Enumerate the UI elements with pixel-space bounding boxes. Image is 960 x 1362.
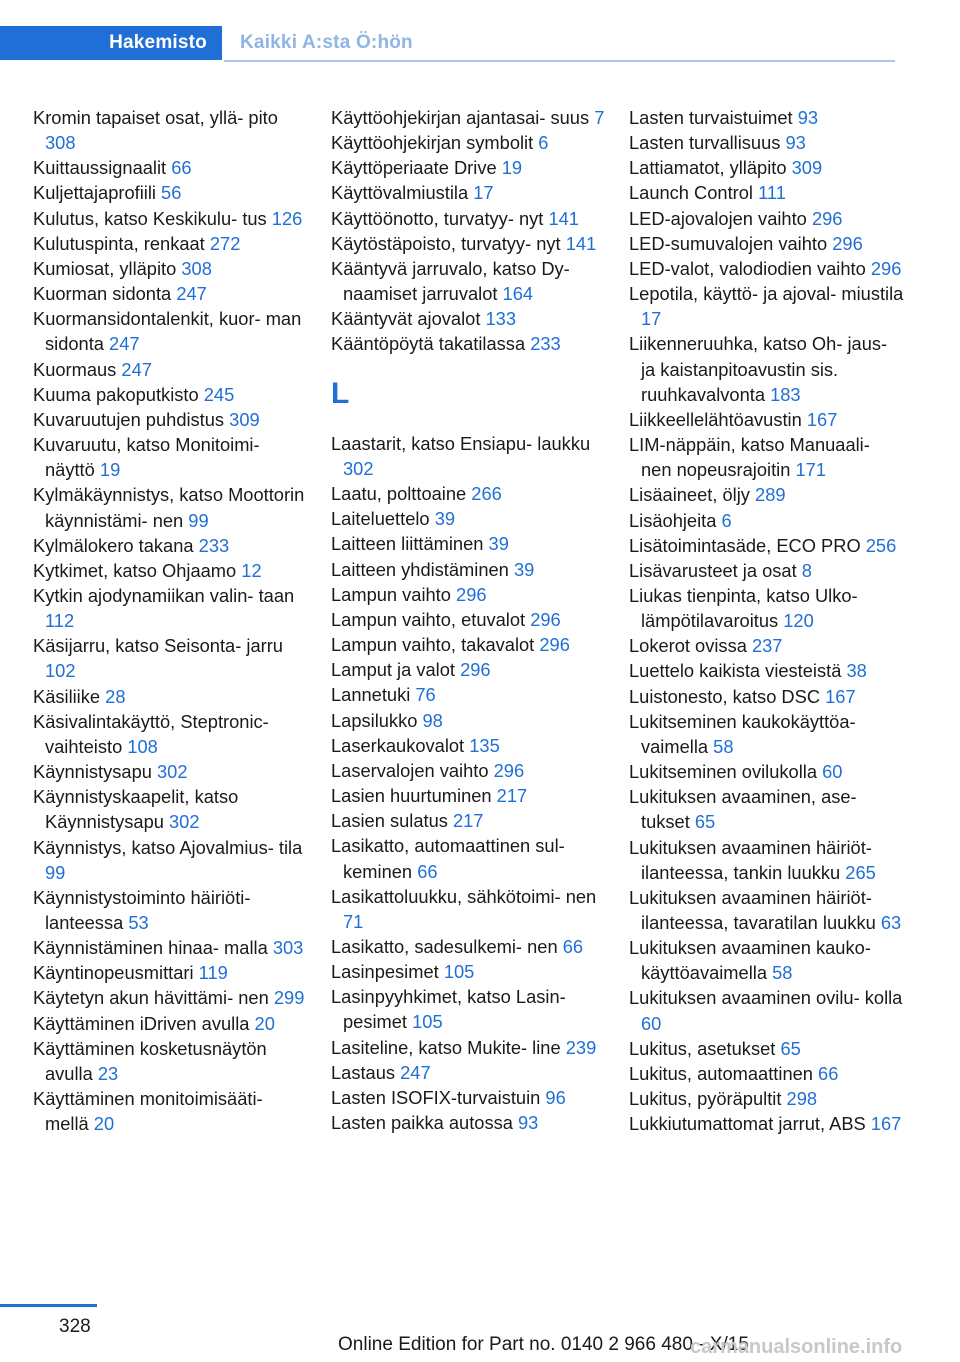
index-entry-text: Kuorman sidonta [33,283,172,305]
tab-index[interactable]: Hakemisto [0,26,222,60]
index-entry [331,833,606,883]
index-entry-text: LED-ajovalojen vaihto [629,207,807,229]
index-entry [33,533,308,558]
index-entry [629,684,904,709]
index-entry-text: Käyttöohjekirjan symbolit [331,132,534,154]
index-entry [629,558,904,583]
index-entry-text: Lasinpesimet [331,961,439,983]
page-reference-link[interactable]: 141 [548,207,579,229]
page-reference-link[interactable]: 105 [412,1011,443,1033]
index-entry [33,407,308,432]
index-entry-text: Lasiteline, katso Mukite- line [331,1036,561,1058]
index-entry-text: Kääntyvä jarruvalo, katso Dy- naamiset jarruvalot [331,257,570,305]
page-reference-link[interactable]: 38 [846,660,867,682]
index-entry [33,1011,308,1036]
index-entry [331,783,606,808]
index-entry-text: Lasikatto, sadesulkemi- nen [331,935,558,957]
page-reference-link[interactable]: 19 [501,157,523,179]
index-entry-text: Käsivalintakäyttö, Steptronic- vaihteisto [33,710,269,757]
page-reference-link[interactable]: 66 [562,935,584,957]
page-reference-link[interactable]: 298 [786,1088,818,1110]
index-entry [331,180,606,205]
index-entry-text: Käyttöönotto, turvatyy- nyt [331,207,544,229]
page-reference-link[interactable]: 65 [694,811,716,833]
index-column-1 [33,105,308,1136]
page-reference-link[interactable]: 247 [400,1061,431,1083]
index-entry-text: Kulutuspinta, renkaat [33,232,205,254]
index-entry-text: Käytetyn akun hävittämi- nen [33,987,269,1009]
index-entry [331,1035,606,1060]
index-entry-text: Laitteen liittäminen [331,533,484,555]
index-entry [629,1036,904,1061]
index-entry [33,382,308,407]
page-reference-link[interactable]: 12 [241,559,262,581]
page-reference-link[interactable]: 39 [434,508,456,530]
index-entry-text: Käynnistyskaapelit, katso Käynnistysapu [33,786,239,833]
index-entry-text: Lasten turvallisuus [629,132,781,154]
page-reference-link[interactable]: 302 [343,458,374,480]
index-entry [629,1086,904,1111]
index-entry-text: Kuuma pakoputkisto [33,383,199,405]
index-entry [629,885,904,935]
index-entry [331,959,606,984]
index-entry-text: Käynnistysapu [33,761,152,783]
index-entry [33,1036,308,1086]
footer-accent-line [0,1304,97,1307]
page-reference-link[interactable]: 108 [127,735,158,757]
index-entry [629,231,904,256]
index-entry-text: Liukas tienpinta, katso Ulko- lämpötilavaroitus [629,584,858,632]
index-entry [629,1061,904,1086]
index-entry [629,432,904,482]
index-entry-text: Lampun vaihto, etuvalot [331,608,526,630]
index-entry-text: Kääntyvät ajovalot [331,308,481,330]
index-entry [33,558,308,583]
index-entry [331,155,606,180]
index-entry [331,1085,606,1110]
index-entry [33,256,308,281]
index-entry [331,984,606,1034]
page-reference-link[interactable]: 133 [485,308,517,330]
index-entry [629,180,904,205]
index-entry-text: Kylmälokero takana [33,534,194,556]
index-entry [33,985,308,1010]
index-entry-text: Laservalojen vaihto [331,759,489,781]
page-reference-link[interactable]: 296 [811,207,843,229]
page-reference-link[interactable]: 53 [128,912,149,933]
index-entry [331,531,606,556]
index-entry [331,884,606,934]
index-entry-text: Lisäohjeita [629,509,717,531]
index-entry [629,155,904,180]
page-reference-link[interactable]: 299 [273,987,305,1009]
index-entry-text: Lepotila, käyttö- ja ajoval- miustila [629,283,904,305]
page-reference-link[interactable]: 58 [713,735,734,757]
index-entry-text: Luistonesto, katso DSC [629,685,821,707]
index-entry [331,934,606,959]
page-reference-link[interactable]: 296 [530,608,561,630]
index-entry-text: Lukituksen avaaminen ovilu- kolla [629,987,903,1009]
page-reference-link[interactable]: 39 [513,558,535,580]
index-entry-text: Lukituksen avaaminen häiriöt- ilanteessa, tavaratilan luukku [629,886,876,933]
page-reference-link[interactable]: 167 [870,1113,902,1135]
index-entry [33,206,308,231]
page-reference-link[interactable]: 302 [169,811,200,833]
index-entry [331,481,606,506]
index-entry [33,482,308,532]
index-entry-text: Kytkimet, katso Ohjaamo [33,559,237,581]
index-entry-text: Lasten turvaistuimet [629,107,793,128]
index-entry-text: Launch Control [629,182,753,204]
header-tabs [0,26,895,62]
index-entry-text: Lampun vaihto [331,583,451,605]
index-entry [629,658,904,683]
index-entry-text: Käyttöohjekirjan ajantasai- suus [331,107,590,128]
page-reference-link[interactable]: 119 [198,962,228,984]
index-entry-text: Lisäaineet, öljy [629,484,750,506]
index-entry-text: LIM-näppäin, katso Manuaali- nen nopeusrajoitin [629,434,870,481]
index-entry-text: Lasten paikka autossa [331,1112,513,1134]
index-entry [331,231,606,256]
page-reference-link[interactable]: 23 [97,1062,119,1084]
index-entry [33,709,308,759]
index-entry [629,1111,904,1136]
page-reference-link[interactable]: 20 [254,1012,275,1034]
index-entry [331,557,606,582]
page-reference-link[interactable]: 93 [785,132,806,154]
page-reference-link[interactable]: 272 [209,232,241,254]
page-reference-link[interactable]: 164 [502,283,534,305]
page-reference-link[interactable]: 6 [538,132,549,154]
page-reference-link[interactable]: 65 [780,1037,801,1059]
index-entry [629,130,904,155]
page-reference-link[interactable]: 167 [806,408,838,430]
index-entry-text: Lisävarusteet ja osat [629,559,797,581]
index-entry-text: Liikkeellelähtöavustin [629,408,802,430]
index-entry [33,432,308,482]
index-entry [331,1110,606,1135]
index-column-2 [331,105,606,1135]
index-entry [33,583,308,633]
index-entry [629,784,904,834]
page-reference-link[interactable]: 99 [45,861,66,883]
index-entry [331,733,606,758]
tab-underline [224,60,895,62]
index-entry [629,633,904,658]
index-entry [33,231,308,256]
index-entry [629,256,904,281]
index-entry-text: Käytöstäpoisto, turvatyy- nyt [331,232,561,254]
page-reference-link[interactable]: 167 [825,685,856,707]
index-entry [629,583,904,633]
page-reference-link[interactable]: 245 [203,383,235,405]
index-entry [331,306,606,331]
index-entry-text: Kytkin ajodynamiikan valin- taan [33,584,295,606]
index-entry-text: Laserkaukovalot [331,734,465,756]
page-reference-link[interactable]: 102 [45,660,76,682]
index-entry [33,835,308,885]
section-letter: L [331,376,350,410]
index-entry [629,206,904,231]
page-reference-link[interactable]: 266 [471,483,502,505]
index-entry [629,331,904,406]
index-entry-text: Lasten ISOFIX-turvaistuin [331,1086,541,1108]
index-entry [33,281,308,306]
index-entry [33,155,308,180]
page-reference-link[interactable]: 309 [229,408,260,430]
index-entry-text: Kumiosat, ylläpito [33,257,177,279]
page-reference-link[interactable]: 93 [518,1112,539,1134]
page-reference-link[interactable]: 66 [171,157,192,179]
index-entry [33,357,308,382]
index-entry-text: Lukitseminen kaukokäyttöa- vaimella [629,710,856,757]
index-entry [331,206,606,231]
page-reference-link[interactable]: 289 [755,484,786,506]
page-reference-link[interactable]: 296 [539,634,570,656]
page-reference-link[interactable]: 66 [417,860,438,882]
page-reference-link[interactable]: 247 [121,358,152,380]
index-entry-text: Lasinpyyhkimet, katso Lasin- pesimet [331,986,566,1033]
page-reference-link[interactable]: 6 [721,509,732,531]
index-entry-text: Kuittaussignaalit [33,157,167,179]
index-entry-text: Lokerot ovissa [629,635,747,657]
index-entry-text: Käsiliike [33,685,101,707]
page-reference-link[interactable]: 19 [99,459,121,481]
index-entry-text: Lukituksen avaaminen häiriöt- ilanteessa, tankin luukku [629,836,872,883]
index-entry-text: Käynnistystoiminto häiriöti- lanteessa [33,886,251,933]
index-entry-text: Lamput ja valot [331,659,455,681]
index-entry [629,835,904,885]
index-entry [33,306,308,356]
page-reference-link[interactable]: 76 [415,684,436,706]
index-entry [33,105,308,155]
page-reference-link[interactable]: 296 [460,659,491,681]
index-entry-text: Kääntöpöytä takatilassa [331,333,526,355]
index-entry-text: Lastaus [331,1061,396,1083]
index-entry-text: Kuljettajaprofiili [33,182,156,204]
page-reference-link[interactable]: 96 [545,1086,566,1108]
page-reference-link[interactable]: 247 [176,283,207,305]
index-entry [629,935,904,985]
page-reference-link[interactable]: 120 [783,610,814,632]
index-entry [331,1060,606,1085]
page-reference-link[interactable]: 7 [594,107,605,128]
index-entry-text: Lukkiutumattomat jarrut, ABS [629,1113,866,1135]
index-entry [629,508,904,533]
page-reference-link[interactable]: 296 [870,257,902,279]
page-reference-link[interactable]: 58 [772,962,793,984]
index-entry [331,331,606,356]
page-reference-link[interactable]: 63 [880,912,902,933]
page-reference-link[interactable]: 60 [822,761,843,783]
page-reference-link[interactable]: 256 [865,534,897,556]
page-reference-link[interactable]: 66 [818,1062,839,1084]
index-entry-text: Kulutus, katso Keskikulu- tus [33,207,267,229]
index-entry-text: Käyttövalmiustila [331,182,469,204]
page-reference-link[interactable]: 105 [443,961,475,983]
index-entry [331,130,606,155]
index-entry-text: Käynnistäminen hinaa- malla [33,937,268,959]
page-reference-link[interactable]: 247 [109,333,140,355]
page-number: 328 [59,1316,91,1337]
index-entry [33,935,308,960]
index-entry-text: Laitteen yhdistäminen [331,558,509,580]
index-entry [629,281,904,331]
index-entry [629,985,904,1035]
page-reference-link[interactable]: 296 [832,232,863,254]
index-entry-text: Lukitus, pyöräpultit [629,1088,782,1110]
index-entry-text: Luettelo kaikista viesteistä [629,660,842,682]
index-entry [331,506,606,531]
index-entry-text: Lukitus, automaattinen [629,1062,813,1084]
page-reference-link[interactable]: 296 [493,759,525,781]
index-entry-text: Kuvaruutujen puhdistus [33,408,225,430]
index-entry [331,682,606,707]
index-entry-text: Lukituksen avaaminen, ase- tukset [629,786,857,833]
page-reference-link[interactable]: 217 [496,785,528,807]
index-entry [629,759,904,784]
index-column-3 [629,105,904,1136]
index-entry-text: Käynnistys, katso Ajovalmius- tila [33,836,303,858]
index-entry-text: Käyttäminen kosketusnäytön avulla [33,1037,267,1084]
index-entry-text: Kuvaruutu, katso Monitoimi- näyttö [33,434,260,481]
watermark: carmanualsonline.info [690,1336,903,1358]
index-entry-text: Kylmäkäynnistys, katso Moottorin käynnistämi- nen [33,484,305,531]
index-entry [629,105,904,130]
page-reference-link[interactable]: 17 [641,308,662,330]
page-reference-link[interactable]: 141 [565,232,597,254]
index-entry-text: Lukitus, asetukset [629,1037,776,1059]
index-entry [33,759,308,784]
page-reference-link[interactable]: 17 [473,182,494,204]
index-entry [331,582,606,607]
tab-all-a-to-o[interactable]: Kaikki A:sta Ö:hön [240,32,413,53]
index-entry [33,633,308,683]
page-reference-link[interactable]: 28 [105,685,126,707]
index-entry-text: Lukitseminen ovilukolla [629,761,817,783]
index-entry-text: Kuormansidontalenkit, kuor- man sidonta [33,308,302,355]
index-entry-text: LED-sumuvalojen vaihto [629,232,828,254]
page-reference-link[interactable]: 60 [641,1012,662,1034]
index-entry [331,256,606,306]
index-entry [331,758,606,783]
index-entry [33,885,308,935]
index-entry [33,1086,308,1136]
page-reference-link[interactable]: 296 [456,583,487,605]
page-reference-link[interactable]: 135 [469,734,500,756]
index-entry-text: Käyntinopeusmittari [33,962,194,984]
index-entry-text: Lisätoimintasäde, ECO PRO [629,534,861,556]
index-entry [331,431,606,481]
page-reference-link[interactable]: 302 [157,761,188,783]
page-reference-link[interactable]: 265 [845,861,876,883]
index-entry-text: Laastarit, katso Ensiapu- laukku [331,432,591,454]
index-entry-text: Liikenneruuhka, katso Oh- jaus- ja kaistanpitoavustin sis. ruuhkavalvonta [629,333,888,405]
index-entry-text: Käyttöperiaate Drive [331,157,497,179]
index-entry [331,708,606,733]
index-entry-text: Lasikatto, automaattinen sul- keminen [331,835,565,882]
index-entry [629,482,904,507]
page-reference-link[interactable]: 111 [758,182,786,204]
index-entry [33,684,308,709]
index-entry [331,105,606,130]
page-reference-link[interactable]: 20 [93,1113,115,1135]
index-entry [331,632,606,657]
index-entry [629,709,904,759]
index-entry-text: Laiteluettelo [331,508,430,530]
page-reference-link[interactable]: 126 [271,207,303,229]
page-reference-link[interactable]: 112 [45,610,75,632]
page-reference-link[interactable]: 239 [565,1036,597,1058]
page-reference-link[interactable]: 303 [272,937,304,959]
page-reference-link[interactable]: 233 [198,534,230,556]
page-reference-link[interactable]: 99 [188,509,209,531]
page-reference-link[interactable]: 71 [343,910,364,932]
index-entry [331,657,606,682]
index-entry [629,407,904,432]
index-entry-text: Lannetuki [331,684,411,706]
index-entry-text: Lampun vaihto, takavalot [331,634,535,656]
index-entry-text: Kuormaus [33,358,117,380]
page-reference-link[interactable]: 171 [795,459,827,481]
index-entry [33,960,308,985]
index-entry-text: Laatu, polttoaine [331,483,467,505]
index-entry-text: Lattiamatot, ylläpito [629,157,787,179]
page-reference-link[interactable]: 308 [181,257,212,279]
index-entry-text: Kromin tapaiset osat, yllä- pito [33,107,278,128]
index-entry-text: Lasien huurtuminen [331,785,492,807]
index-entry-text: Käyttäminen monitoimisääti- mellä [33,1088,263,1135]
index-entry-text: Käyttäminen iDriven avulla [33,1012,250,1034]
page-reference-link[interactable]: 237 [751,635,783,657]
page-reference-link[interactable]: 56 [161,182,182,204]
index-entry-text: Lasikattoluukku, sähkötoimi- nen [331,885,597,907]
index-entry [33,784,308,834]
page-reference-link[interactable]: 183 [770,383,801,405]
index-entry-text: Lapsilukko [331,709,418,731]
index-entry [629,533,904,558]
page-reference-link[interactable]: 93 [797,107,819,128]
index-entry-text: Lukituksen avaaminen kauko- käyttöavaimella [629,937,871,984]
index-entry-text: Käsijarru, katso Seisonta- jarru [33,635,283,657]
page-reference-link[interactable]: 308 [45,132,76,154]
index-entry [331,607,606,632]
index-entry [33,180,308,205]
page-reference-link[interactable]: 98 [422,709,443,731]
index-entry [331,808,606,833]
page-reference-link[interactable]: 217 [452,810,484,832]
index-entry-text: LED-valot, valodiodien vaihto [629,257,866,279]
page-reference-link[interactable]: 233 [530,333,561,355]
page-reference-link[interactable]: 309 [791,157,823,179]
index-entry-text: Lasien sulatus [331,810,448,832]
page-reference-link[interactable]: 8 [801,559,812,581]
edition-text: Online Edition for Part no. 0140 2 966 480 - X/15 [338,1334,749,1355]
page-reference-link[interactable]: 39 [488,533,509,555]
